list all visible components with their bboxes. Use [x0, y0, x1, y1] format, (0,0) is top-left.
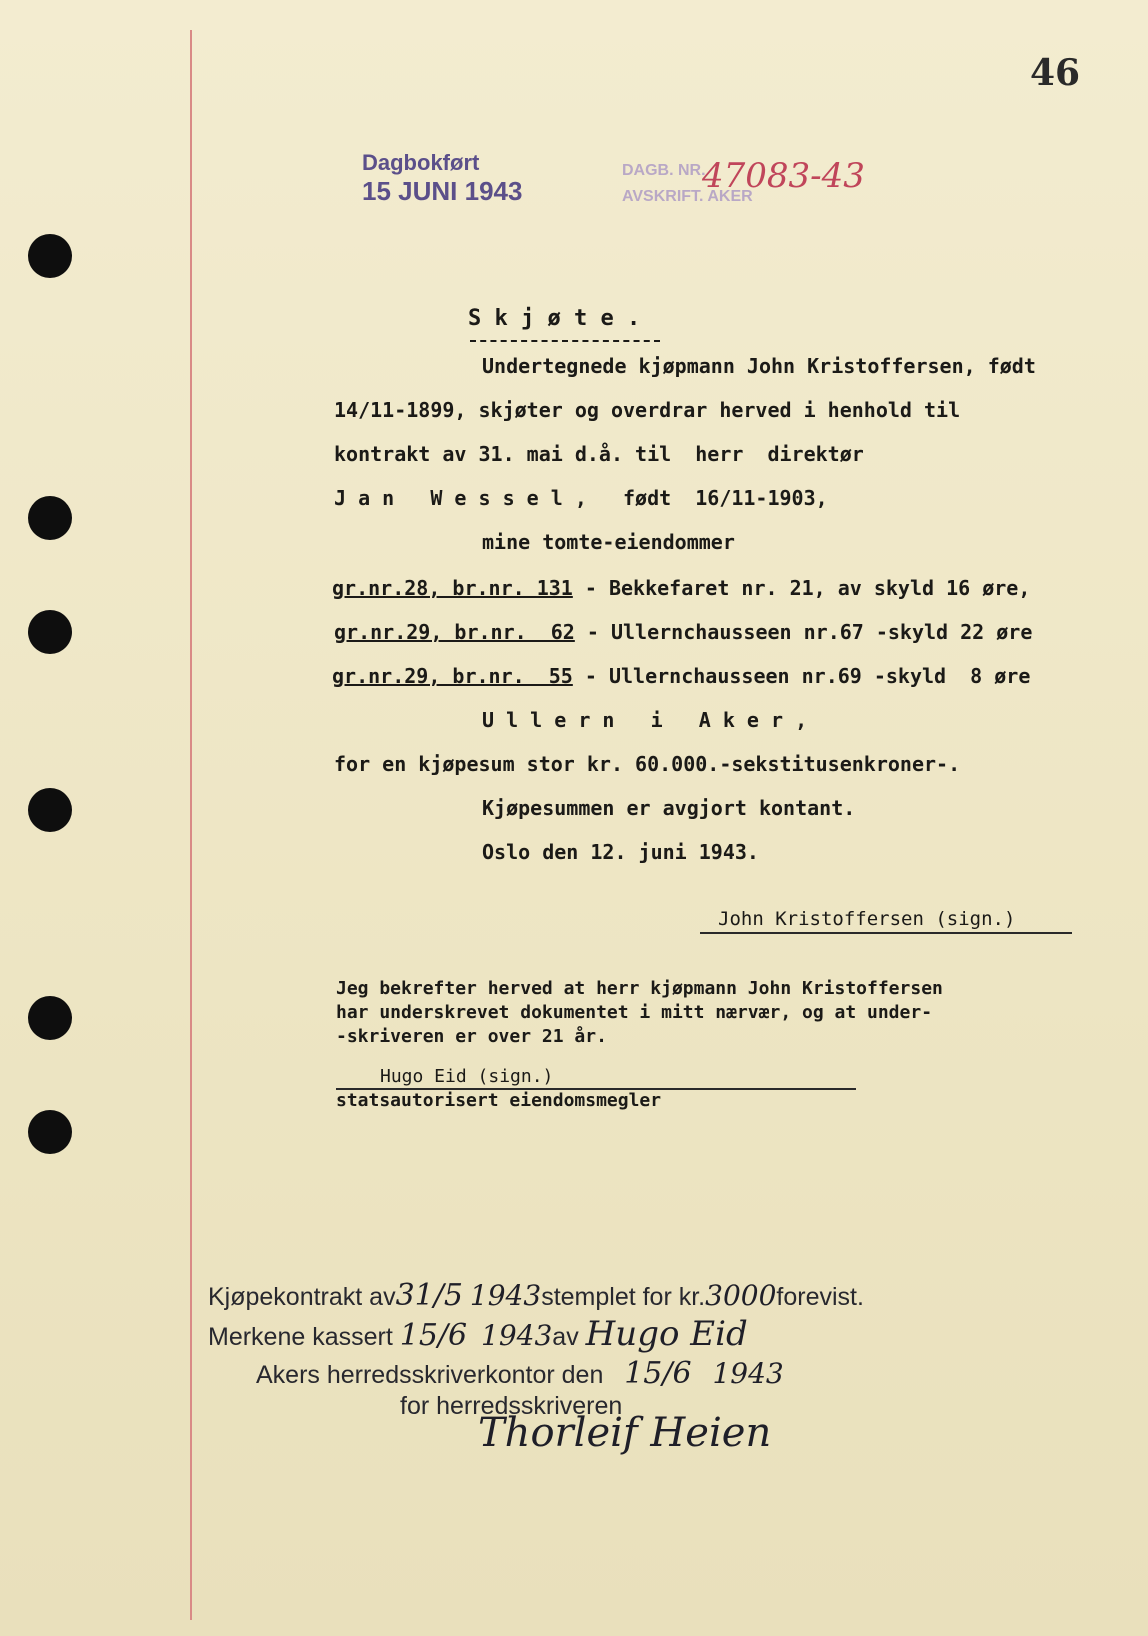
property-line — [332, 664, 1030, 688]
signature-line — [700, 932, 1072, 934]
reg-hand-date: 15/6 — [624, 1356, 692, 1391]
dagbokfort-stamp — [362, 150, 522, 207]
signature-eid: Hugo Eid (sign.) — [380, 1066, 554, 1087]
reg-text: Kjøpekontrakt av — [208, 1283, 396, 1311]
margin-line — [190, 30, 192, 1620]
text-line: 14/11-1899, skjøter og overdrar herved i henhold til — [334, 398, 961, 422]
signature-title: statsautorisert eiendomsmegler — [336, 1090, 662, 1111]
attest-line: -skriveren er over 21 år. — [336, 1026, 607, 1047]
reg-text: forevist. — [776, 1283, 864, 1311]
property-id: gr.nr.29, br.nr. 55 — [332, 664, 573, 688]
registration-line-1 — [208, 1278, 864, 1313]
reg-hand-year: 1943 — [481, 1319, 553, 1352]
attest-line: Jeg bekrefter herved at herr kjøpmann John Kristoffersen — [336, 978, 943, 999]
reg-hand-date: 15/6 — [399, 1318, 468, 1353]
registration-line-2 — [208, 1314, 748, 1354]
property-desc: - Ullernchausseen nr.69 -skyld 8 øre — [572, 664, 1031, 688]
page-number: 46 — [1030, 52, 1081, 94]
reg-hand-signature: Hugo Eid — [585, 1314, 748, 1354]
reg-text: Merkene kassert — [208, 1323, 393, 1351]
property-id: gr.nr.28, br.nr. 131 — [332, 576, 573, 600]
document-title: S k j ø t e . — [468, 306, 641, 331]
punch-hole — [28, 1110, 72, 1154]
text-line: for en kjøpesum stor kr. 60.000.-sekstitusenkroner-. — [334, 752, 961, 776]
text-line: Kjøpesummen er avgjort kontant. — [482, 796, 856, 820]
registration-line-3 — [256, 1356, 784, 1391]
punch-hole — [28, 788, 72, 832]
dagbokfort-label: Dagbokført — [362, 150, 480, 175]
text-line: kontrakt av 31. mai d.å. til herr direktør — [334, 442, 864, 466]
punch-hole — [28, 496, 72, 540]
dagb-nr-label: DAGB. NR. — [622, 162, 706, 179]
text-line: J a n W e s s e l , født 16/11-1903, — [334, 486, 828, 510]
text-line: U l l e r n i A k e r , — [482, 708, 808, 732]
reg-text: Akers herredsskriverkontor den — [256, 1361, 604, 1389]
reg-hand-year: 1943 — [712, 1357, 784, 1390]
registration-line-4: for herredsskriveren — [400, 1392, 623, 1420]
avskrift-label: AVSKRIFT. AKER — [622, 188, 753, 205]
title-underline — [470, 340, 660, 342]
reg-hand-amount: 3000 — [705, 1279, 777, 1312]
text-line: mine tomte-eiendommer — [482, 530, 735, 554]
dagb-nr-value: 47083-43 — [702, 156, 865, 196]
signature-kristoffersen: John Kristoffersen (sign.) — [718, 908, 1016, 930]
property-id: gr.nr.29, br.nr. 62 — [334, 620, 575, 644]
property-line — [334, 620, 1032, 644]
reg-hand-year: 1943 — [469, 1279, 542, 1312]
reg-text: av — [552, 1323, 579, 1351]
punch-hole — [28, 996, 72, 1040]
punch-hole — [28, 234, 72, 278]
dagbokfort-date: 15 JUNI 1943 — [362, 176, 523, 206]
property-desc: - Bekkefaret nr. 21, av skyld 16 øre, — [572, 576, 1031, 600]
text-line: Undertegnede kjøpmann John Kristoffersen, født — [482, 354, 1036, 378]
reg-hand-date: 31/5 — [395, 1278, 463, 1313]
herredsskriver-signature: Thorleif Heien — [478, 1410, 772, 1456]
punch-hole — [28, 610, 72, 654]
property-line — [332, 576, 1030, 600]
attest-line: har underskrevet dokumentet i mitt nærvær, og at under- — [336, 1002, 933, 1023]
reg-text: stemplet for kr. — [541, 1283, 706, 1311]
text-line: Oslo den 12. juni 1943. — [482, 840, 759, 864]
property-desc: - Ullernchausseen nr.67 -skyld 22 øre — [574, 620, 1033, 644]
